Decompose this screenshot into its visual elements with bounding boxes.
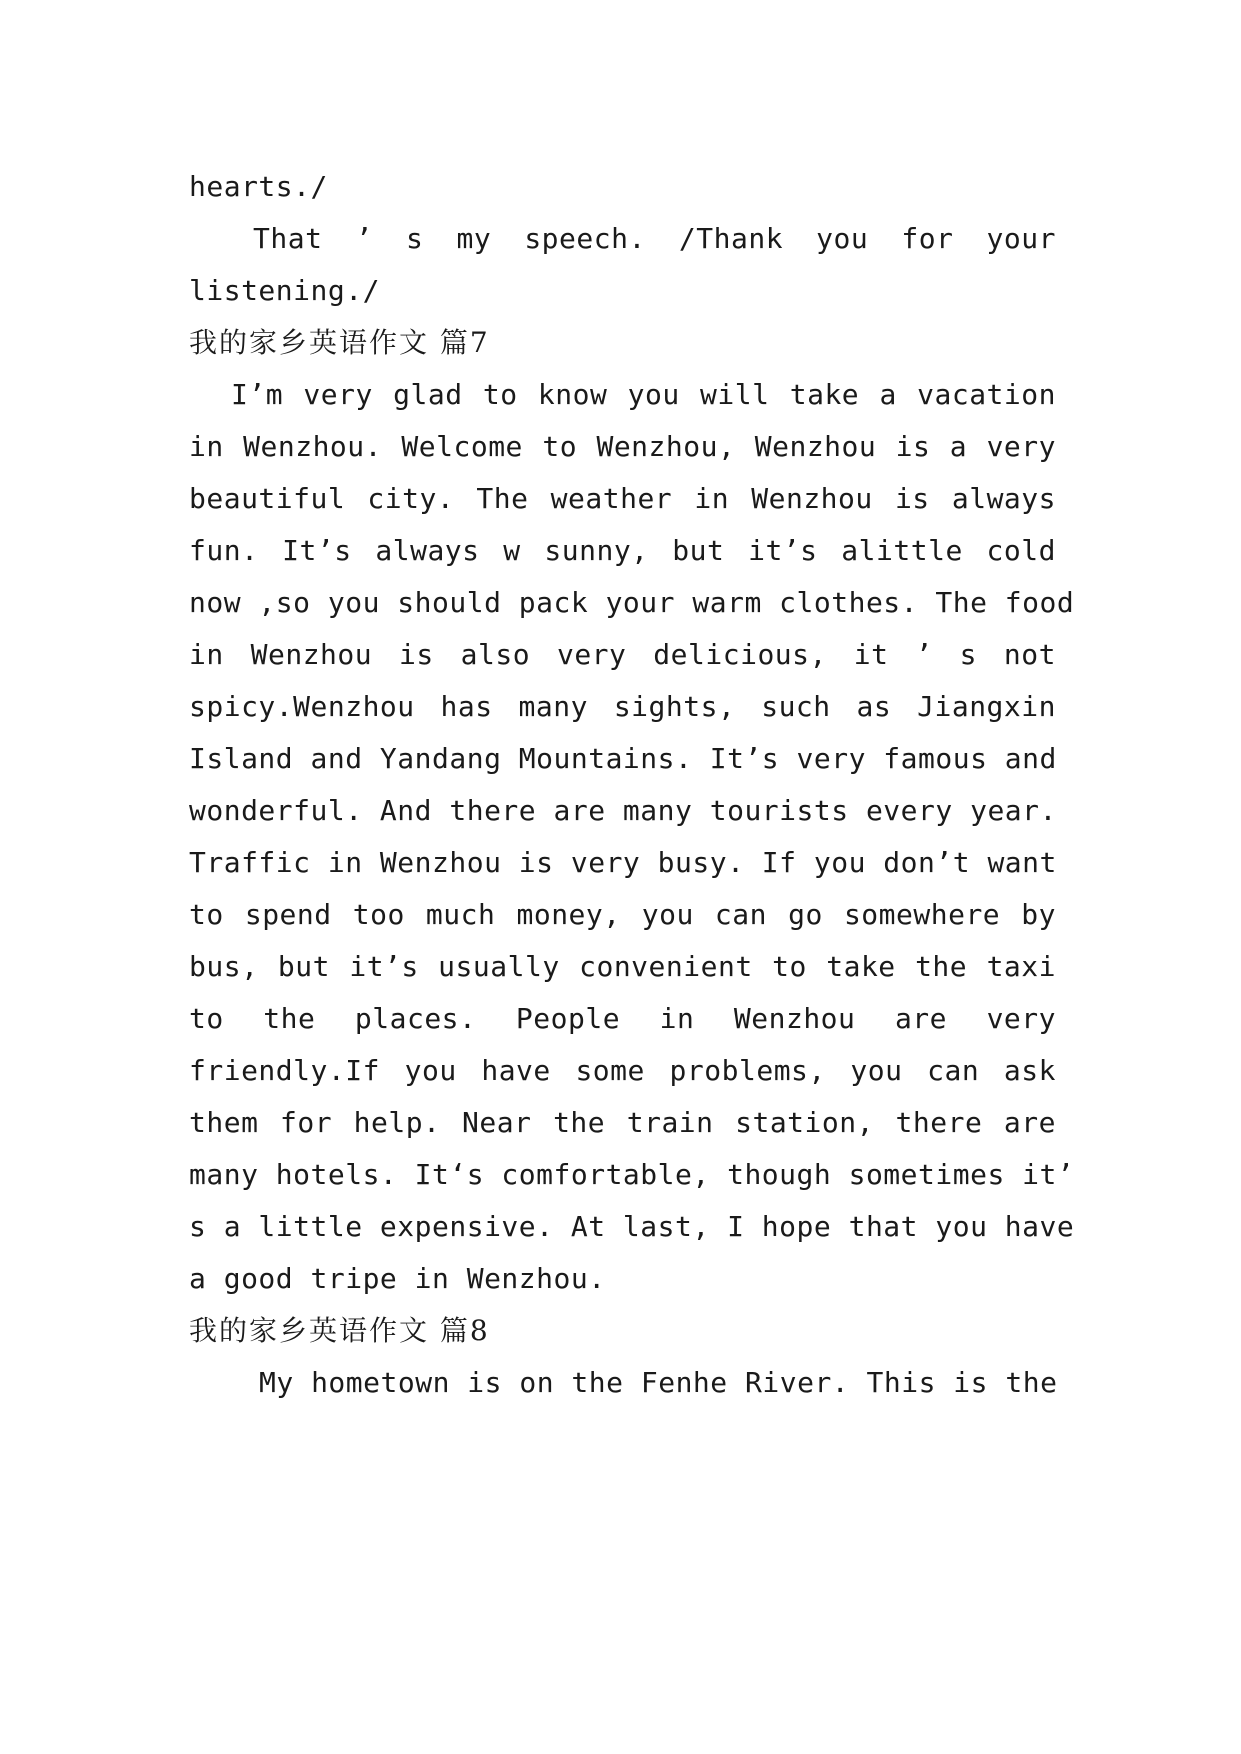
text-line: to the places. People in Wenzhou are very bbox=[189, 1002, 1056, 1035]
text-line: spicy.Wenzhou has many sights, such as Jiangxin bbox=[189, 690, 1056, 723]
text-line: Traffic in Wenzhou is very busy. If you don’t want bbox=[189, 846, 1057, 879]
text-line: them for help. Near the train station, there are bbox=[189, 1106, 1056, 1139]
text-line: to spend too much money, you can go somewhere by bbox=[189, 898, 1056, 931]
text-line: a good tripe in Wenzhou. bbox=[189, 1262, 606, 1295]
text-line: now ,so you should pack your warm clothes. The food bbox=[189, 586, 1075, 619]
text-line: friendly.If you have some problems, you can ask bbox=[189, 1054, 1056, 1087]
section-heading-8: 我的家乡英语作文 篇8 bbox=[189, 1314, 490, 1347]
text-line: in Wenzhou is also very delicious, it ’ s not bbox=[189, 638, 1056, 671]
text-line: fun. It’s always w sunny, but it’s alittle cold bbox=[189, 534, 1056, 567]
text-line: That ’ s my speech. /Thank you for your bbox=[253, 222, 1056, 255]
text-line: hearts./ bbox=[189, 170, 328, 203]
text-line: bus, but it’s usually convenient to take the taxi bbox=[189, 950, 1056, 983]
section-heading-7: 我的家乡英语作文 篇7 bbox=[189, 326, 490, 359]
text-line: listening./ bbox=[189, 274, 380, 307]
text-line: I’m very glad to know you will take a vacation bbox=[231, 378, 1056, 411]
text-line: wonderful. And there are many tourists every year. bbox=[189, 794, 1057, 827]
text-line: in Wenzhou. Welcome to Wenzhou, Wenzhou is a very bbox=[189, 430, 1056, 463]
text-line: s a little expensive. At last, I hope that you have bbox=[189, 1210, 1075, 1243]
text-line: beautiful city. The weather in Wenzhou is always bbox=[189, 482, 1056, 515]
text-line: My hometown is on the Fenhe River. This is the bbox=[259, 1366, 1058, 1399]
text-line: many hotels. It‘s comfortable, though sometimes it’ bbox=[189, 1158, 1075, 1191]
text-line: Island and Yandang Mountains. It’s very famous and bbox=[189, 742, 1057, 775]
